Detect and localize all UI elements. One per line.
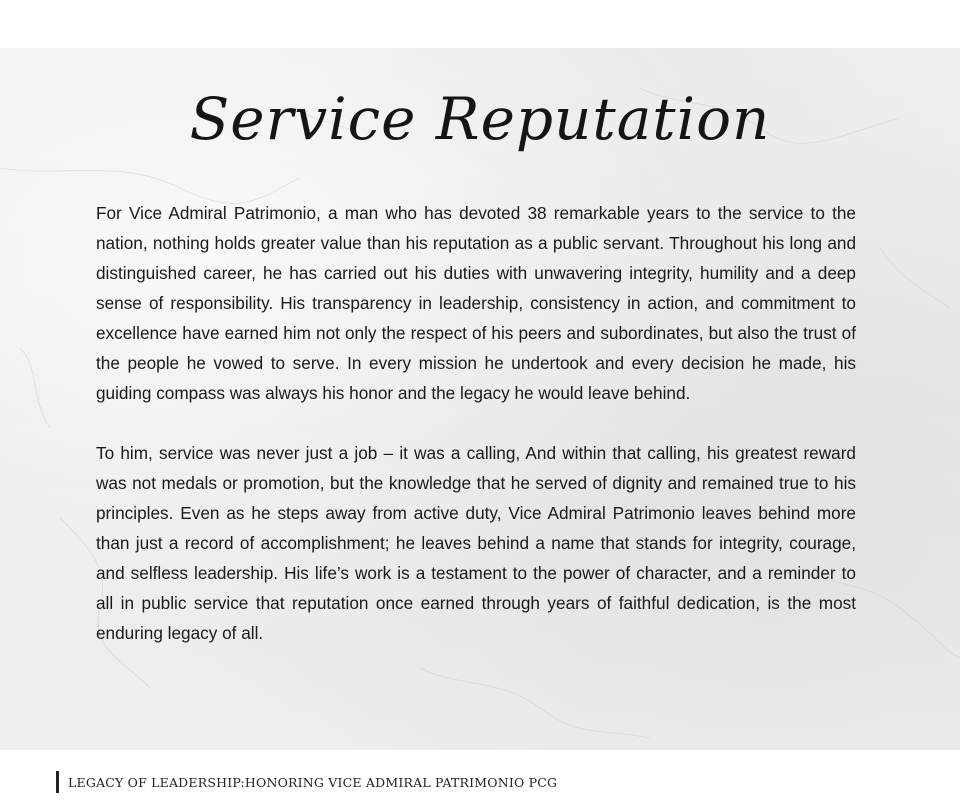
page-title: Service Reputation xyxy=(189,85,771,153)
footer xyxy=(56,770,557,794)
paragraph-1: For Vice Admiral Patrimonio, a man who has devoted 38 remarkable years to the service to the nation, nothing holds greater value than his reputation as a public servant. Throughout his long and distinguished career, he has carried out his duties with unwavering integrity, humility and a deep sense of responsibility. His transparency in leadership, consistency in action, and commitment to excellence have earned him not only the respect of his peers and subordinates, but also the trust of the people he vowed to serve. In every mission he undertook and every decision he made, his guiding compass was always his honor and the legacy he would leave behind. xyxy=(96,203,856,403)
document-page xyxy=(0,48,960,750)
body-text xyxy=(96,198,856,678)
footer-text: LEGACY OF LEADERSHIP:HONORING VICE ADMIRAL PATRIMONIO PCG xyxy=(68,774,558,790)
footer-bar xyxy=(56,771,59,793)
paragraph-2: To him, service was never just a job – it was a calling, And within that calling, his greatest reward was not medals or promotion, but the knowledge that he served of dignity and remained true to his principles. Even as he steps away from active duty, Vice Admiral Patrimonio leaves behind more than just a record of accomplishment; he leaves behind a name that stands for integrity, courage, and selfless leadership. His life’s work is a testament to the power of character, and a reminder to all in public service that reputation once earned through years of faithful dedication, is the most enduring legacy of all. xyxy=(96,443,856,643)
